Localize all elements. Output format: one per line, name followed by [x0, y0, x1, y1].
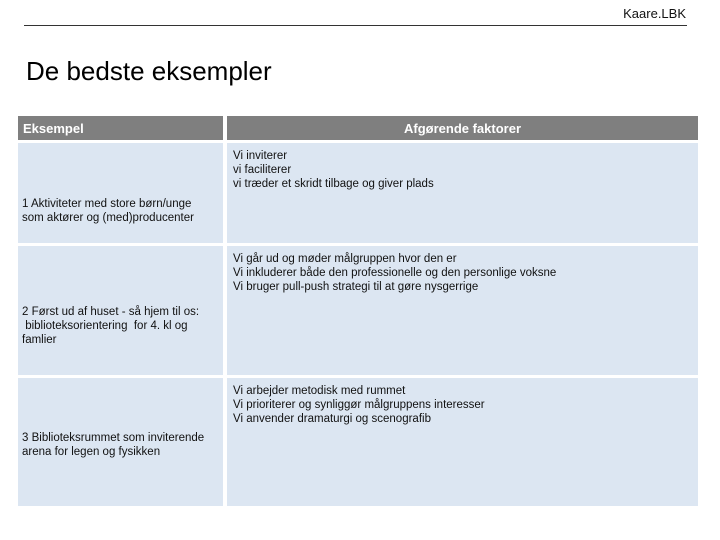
text-line: Vi anvender dramaturgi og scenografib: [233, 413, 431, 425]
author-label: Kaare.LBK: [623, 6, 686, 21]
text-line: Vi prioriterer og synliggør målgruppens interesser: [233, 399, 485, 411]
table-cell-example-2: [18, 246, 223, 375]
text-line: som aktører og (med)producenter: [22, 212, 194, 224]
text-line: Vi bruger pull-push strategi til at gøre nysgerrige: [233, 281, 479, 293]
text-line: vi træder et skridt tilbage og giver plads: [233, 178, 434, 190]
example-text: [22, 305, 199, 347]
example-text: [22, 197, 194, 225]
table-cell-example-3: [18, 378, 223, 506]
text-line: 2 Først ud af huset - så hjem til os:: [22, 305, 200, 318]
text-line: 3 Biblioteksrummet som inviterende: [22, 432, 205, 444]
text-line: Vi inviterer: [233, 150, 288, 162]
text-line: famlier: [22, 333, 57, 346]
table-cell-factors-1: [227, 143, 698, 243]
slide-title: De bedste eksempler: [26, 56, 272, 86]
text-line: Vi arbejder metodisk med rummet: [233, 385, 406, 397]
header-divider: [24, 25, 687, 26]
text-line: arena for legen og fysikken: [22, 446, 161, 458]
table-cell-factors-2: [227, 246, 698, 375]
column-header-example: Eksempel: [18, 116, 223, 140]
table-cell-example-1: [18, 143, 223, 243]
text-line: vi faciliterer: [233, 164, 292, 176]
text-line: 1 Aktiviteter med store børn/unge: [22, 198, 192, 210]
text-line: biblioteksorientering for 4. kl og: [22, 319, 188, 332]
table-cell-factors-3: [227, 378, 698, 506]
text-line: Vi inkluderer både den professionelle og den personlige voksne: [233, 267, 557, 279]
column-header-factors: Afgørende faktorer: [227, 116, 698, 140]
example-text: [22, 431, 204, 459]
text-line: Vi går ud og møder målgruppen hvor den er: [233, 253, 457, 265]
